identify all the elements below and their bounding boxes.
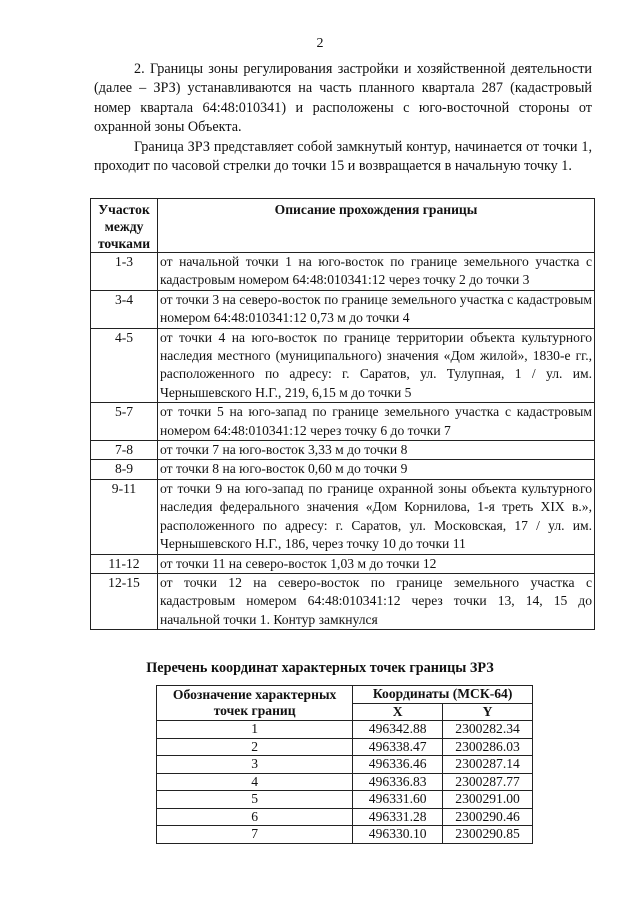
- table-row: [157, 808, 533, 826]
- point-cell: 1: [157, 721, 353, 739]
- table-row: [157, 826, 533, 844]
- header-description: Описание прохождения границы: [158, 199, 595, 253]
- coords-table: [156, 685, 533, 844]
- table-row: [157, 738, 533, 756]
- x-cell: 496330.10: [353, 826, 443, 844]
- segment-cell: 7-8: [91, 441, 158, 460]
- segment-cell: 3-4: [91, 290, 158, 328]
- point-cell: 4: [157, 773, 353, 791]
- header-segment: Участок между точками: [91, 199, 158, 253]
- table-row: [91, 328, 595, 403]
- y-cell: 2300287.77: [443, 773, 533, 791]
- table-row: [91, 554, 595, 573]
- segment-cell: 4-5: [91, 328, 158, 403]
- segment-cell: 12-15: [91, 573, 158, 629]
- point-cell: 2: [157, 738, 353, 756]
- y-cell: 2300287.14: [443, 756, 533, 774]
- coords-table-body: [157, 721, 533, 844]
- segment-cell: 1-3: [91, 253, 158, 291]
- description-cell: от точки 5 на юго-запад по границе земельного участка с кадастровым номером 64:48:010341:12 через точку 6 до точки 7: [158, 403, 595, 441]
- page-number: 2: [316, 36, 324, 51]
- table-row: [91, 253, 595, 291]
- x-cell: 496338.47: [353, 738, 443, 756]
- point-cell: 6: [157, 808, 353, 826]
- segment-cell: 8-9: [91, 460, 158, 479]
- table-row: [157, 756, 533, 774]
- x-cell: 496331.28: [353, 808, 443, 826]
- table-row: [91, 460, 595, 479]
- x-cell: 496336.83: [353, 773, 443, 791]
- boundary-table: [90, 198, 595, 630]
- y-cell: 2300290.85: [443, 826, 533, 844]
- description-cell: от начальной точки 1 на юго-восток по границе земельного участка с кадастровым номером 64:48:010341:12 через точку 2 до точки 3: [158, 253, 595, 291]
- header-point-designation: Обозначение характерных точек границ: [157, 686, 353, 721]
- segment-cell: 5-7: [91, 403, 158, 441]
- coords-table-header: [157, 686, 533, 704]
- y-cell: 2300286.03: [443, 738, 533, 756]
- header-x: X: [353, 703, 443, 721]
- y-cell: 2300282.34: [443, 721, 533, 739]
- point-cell: 5: [157, 791, 353, 809]
- table-row: [157, 773, 533, 791]
- boundary-table-body: [91, 253, 595, 630]
- description-cell: от точки 3 на северо-восток по границе земельного участка с кадастровым номером 64:48:010341:12 0,73 м до точки 4: [158, 290, 595, 328]
- coords-title: Перечень координат характерных точек границы ЗРЗ: [146, 660, 494, 676]
- segment-cell: 9-11: [91, 479, 158, 554]
- description-cell: от точки 8 на юго-восток 0,60 м до точки 9: [158, 460, 595, 479]
- description-cell: от точки 11 на северо-восток 1,03 м до точки 12: [158, 554, 595, 573]
- table-row: [91, 441, 595, 460]
- x-cell: 496336.46: [353, 756, 443, 774]
- paragraph-contour: Граница ЗРЗ представляет собой замкнутый контур, начинается от точки 1, проходит по часовой стрелки до точки 15 и возвращается в начальную точку 1.: [94, 139, 592, 175]
- point-cell: 3: [157, 756, 353, 774]
- y-cell: 2300291.00: [443, 791, 533, 809]
- table-row: [91, 479, 595, 554]
- description-cell: от точки 7 на юго-восток 3,33 м до точки 8: [158, 441, 595, 460]
- description-cell: от точки 12 на северо-восток по границе земельного участка с кадастровым номером 64:48:010341:12 через точки 13, 14, 15 до начальной точки 1. Контур замкнулся: [158, 573, 595, 629]
- table-row: [157, 791, 533, 809]
- table-row: [91, 290, 595, 328]
- header-coordinates: Координаты (МСК-64): [353, 686, 533, 704]
- y-cell: 2300290.46: [443, 808, 533, 826]
- description-cell: от точки 9 на юго-запад по границе охранной зоны объекта культурного наследия федерального значения «Дом Корнилова, 1-я треть XIX в.», расположенного по адресу: г. Саратов, ул. Московская, 17 / ул. им. Чернышевского Н.Г., 186, через точку 10 до точки 11: [158, 479, 595, 554]
- x-cell: 496342.88: [353, 721, 443, 739]
- header-y: Y: [443, 703, 533, 721]
- table-row: [91, 573, 595, 629]
- paragraph-zone-boundaries: 2. Границы зоны регулирования застройки и хозяйственной деятельности (далее – ЗРЗ) устанавливаются на часть планного квартала 287 (кадастровый номер квартала 64:48:010341) и расположены с юго-восточной стороны от охранной зоны Объекта.: [94, 61, 592, 135]
- boundary-table-header: [91, 199, 595, 253]
- table-row: [157, 721, 533, 739]
- table-row: [91, 403, 595, 441]
- x-cell: 496331.60: [353, 791, 443, 809]
- segment-cell: 11-12: [91, 554, 158, 573]
- description-cell: от точки 4 на юго-восток по границе территории объекта культурного наследия местного (муниципального) значения «Дом жилой», 1830-е гг., расположенного по адресу: г. Саратов, ул. Тулупная, 1 / ул. им. Чернышевского Н.Г., 219, 6,15 м до точки 5: [158, 328, 595, 403]
- point-cell: 7: [157, 826, 353, 844]
